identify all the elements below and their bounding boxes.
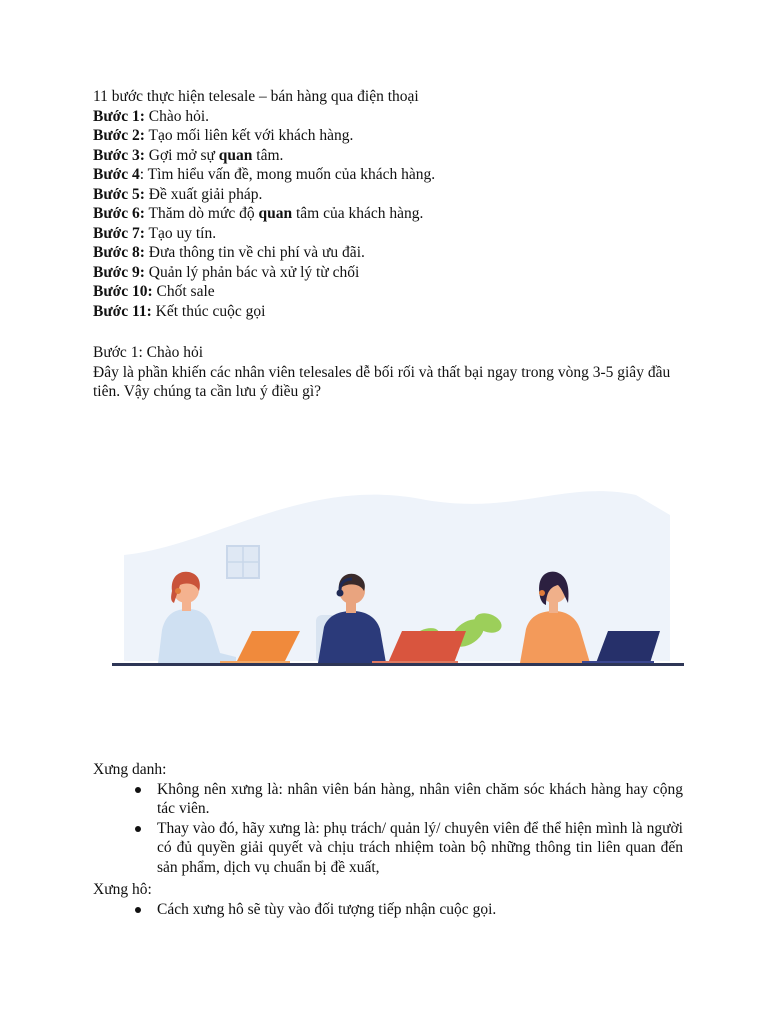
step-11: Bước 11: Kết thúc cuộc gọi xyxy=(93,302,266,320)
step-7: Bước 7: Tạo uy tín. xyxy=(93,224,217,242)
step-6: Bước 6: Thăm dò mức độ quan tâm của khách hàng. xyxy=(93,205,424,222)
bullet-list xyxy=(93,780,683,878)
bullet-icon xyxy=(135,826,141,832)
wall-window xyxy=(227,546,259,578)
call-center-illustration xyxy=(96,405,696,750)
step-5: Bước 5: Đề xuất giải pháp. xyxy=(93,185,263,203)
step-2: Bước 2: Tạo mối liên kết với khách hàng. xyxy=(93,127,354,144)
step-10: Bước 10: Chốt sale xyxy=(93,283,215,300)
bullet-item: Không nên xưng là: nhân viên bán hàng, nhân viên chăm sóc khách hàng hay cộng tác viên. xyxy=(93,780,683,819)
step-4: Bước 4: Tìm hiểu vấn đề, mong muốn của khách hàng. xyxy=(93,166,436,183)
section-xung-danh xyxy=(93,760,683,877)
bullet-item: Cách xưng hô sẽ tùy vào đối tượng tiếp nhận cuộc gọi. xyxy=(93,900,683,920)
bullet-list xyxy=(93,900,683,920)
step-1: Bước 1: Chào hỏi. xyxy=(93,107,210,125)
step-3: Bước 3: Gợi mở sự quan tâm. xyxy=(93,146,284,164)
bullet-icon xyxy=(135,907,141,913)
section-heading: Xưng hô: xyxy=(93,881,152,898)
document-title: 11 bước thực hiện telesale – bán hàng qua điện thoại xyxy=(93,88,419,105)
bullet-icon xyxy=(135,787,141,793)
steps-list xyxy=(93,87,435,321)
section-xung-ho xyxy=(93,880,683,919)
intro-heading: Bước 1: Chào hỏi xyxy=(93,344,204,361)
intro-paragraph: Đây là phần khiến các nhân viên telesales dễ bối rối và thất bại ngay trong vòng 3-5 giây đầu tiên. Vậy chúng ta cần lưu ý điều gì? xyxy=(93,363,671,400)
bullet-item: Thay vào đó, hãy xưng là: phụ trách/ quản lý/ chuyên viên để thể hiện mình là người có đủ quyền giải quyết và chịu trách nhiệm toàn bộ những thông tin liên quan đến sản phẩm, dịch vụ chuẩn bị đề xuất, xyxy=(93,819,683,878)
intro-block xyxy=(93,343,683,402)
step-9: Bước 9: Quản lý phản bác và xử lý từ chối xyxy=(93,263,360,281)
step-8: Bước 8: Đưa thông tin về chi phí và ưu đãi. xyxy=(93,244,365,261)
desk-line xyxy=(112,663,684,666)
section-heading: Xưng danh: xyxy=(93,761,167,778)
